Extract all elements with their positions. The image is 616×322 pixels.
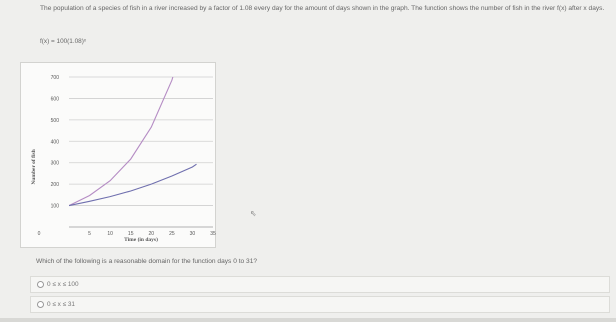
- function-expression: f(x) = 100(1.08)ˣ: [40, 38, 86, 45]
- radio-button-icon[interactable]: [37, 281, 44, 288]
- x-tick-label: 10: [107, 231, 113, 237]
- question-text: The population of a species of fish in a river increased by a factor of 1.08 every day for the amount of days shown in the graph. The function shows the number of fish in the river f(x) after x days.: [40, 5, 605, 12]
- x-tick-label: 5: [88, 231, 91, 237]
- x-tick-label: 0: [37, 231, 41, 237]
- choice-label: 0 ≤ x ≤ 100: [47, 281, 79, 288]
- x-tick-label: 15: [127, 231, 134, 237]
- x-tick-label: 20: [148, 231, 155, 237]
- grid-lines: [69, 77, 213, 227]
- y-tick-label: 700: [50, 75, 59, 81]
- graph-panel: [20, 62, 216, 248]
- answer-choice-b[interactable]: [30, 296, 610, 313]
- mouse-pointer-icon: ⇖: [250, 209, 257, 218]
- x-tick-label: 25: [169, 231, 175, 237]
- y-tick-label: 300: [50, 160, 59, 167]
- series-line-2: [69, 164, 197, 205]
- y-tick-label: 400: [50, 139, 59, 146]
- y-tick-label: 500: [50, 117, 59, 124]
- choice-label: 0 ≤ x ≤ 31: [47, 301, 75, 308]
- chart-svg: [21, 63, 217, 249]
- question-prompt: Which of the following is a reasonable domain for the function days 0 to 31?: [36, 258, 258, 265]
- y-tick-label: 600: [50, 96, 59, 103]
- radio-button-icon[interactable]: [37, 301, 44, 308]
- x-axis-title: Time (in days): [124, 237, 158, 243]
- answer-choice-a[interactable]: [30, 276, 610, 293]
- y-axis-title: Number of fish: [31, 149, 37, 185]
- y-tick-label: 200: [50, 182, 59, 189]
- tick-labels: [38, 75, 216, 237]
- bottom-border: [0, 318, 616, 322]
- x-tick-label: 35: [210, 231, 216, 237]
- y-tick-label: 100: [50, 203, 59, 210]
- x-tick-label: 30: [189, 231, 196, 237]
